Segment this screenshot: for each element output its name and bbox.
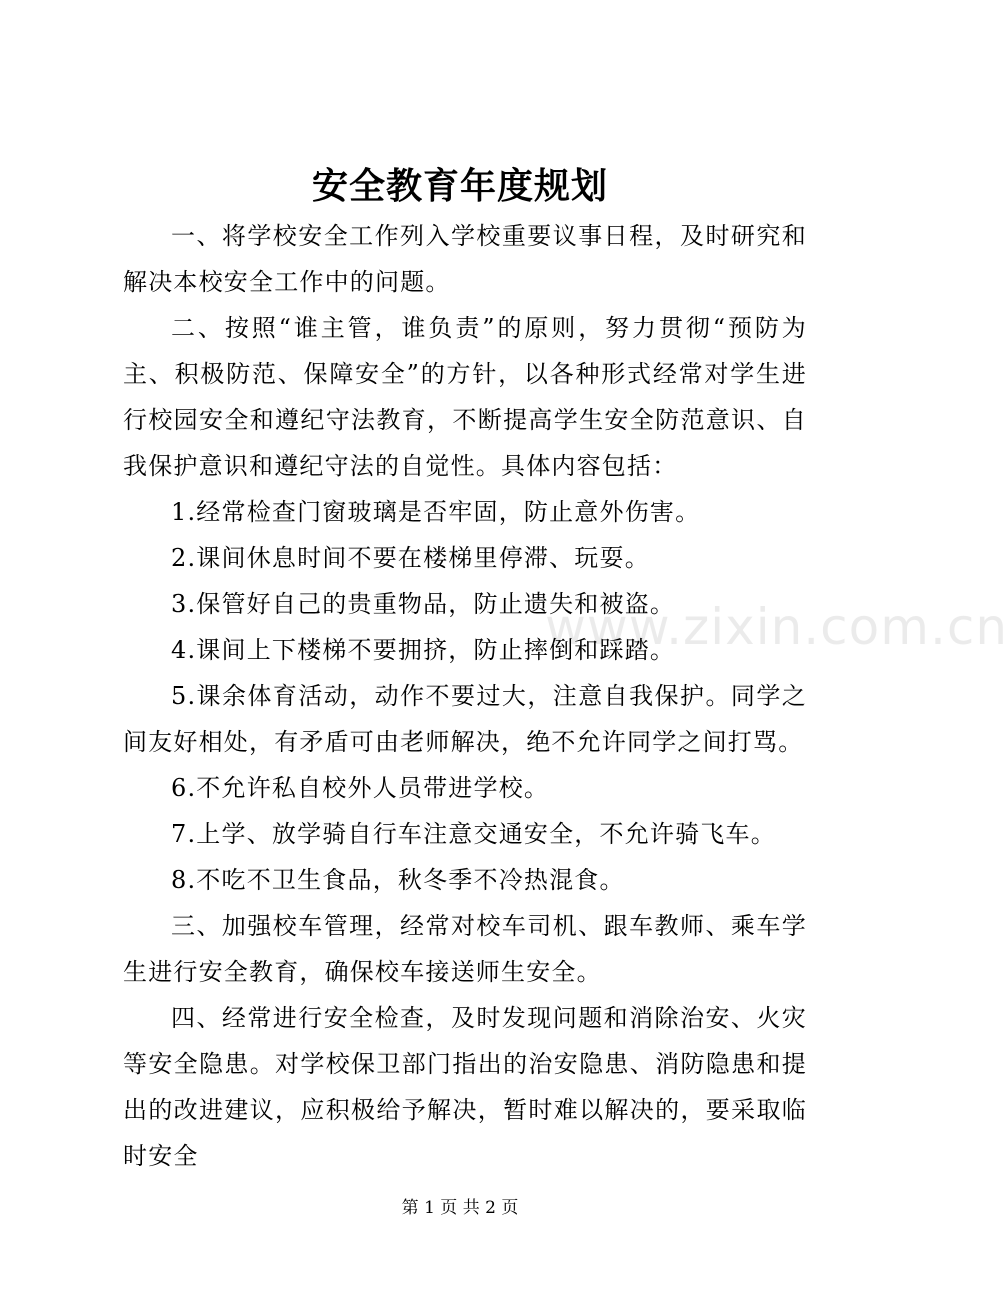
paragraph-1: 一、将学校安全工作列入学校重要议事日程，及时研究和解决本校安全工作中的问题。: [123, 222, 807, 296]
list-item-8: 8.不吃不卫生食品，秋冬季不冷热混食。: [171, 866, 625, 894]
paragraph-4: 四、经常进行安全检查，及时发现问题和消除治安、火灾等安全隐患。对学校保卫部门指出的治安隐患、消防隐患和提出的改进建议，应积极给予解决，暂时难以解决的，要采取临时安全: [123, 1004, 807, 1170]
list-item-5: 5.课余体育活动，动作不要过大，注意自我保护。同学之间友好相处，有矛盾可由老师解决，绝不允许同学之间打骂。: [123, 682, 807, 756]
list-item-1: 1.经常检查门窗玻璃是否牢固，防止意外伤害。: [171, 498, 701, 526]
list-item-7: 7.上学、放学骑自行车注意交通安全，不允许骑飞车。: [171, 820, 776, 848]
list-item-4: 4.课间上下楼梯不要拥挤，防止摔倒和踩踏。: [171, 636, 676, 664]
list-item-2: 2.课间休息时间不要在楼梯里停滞、玩耍。: [171, 544, 650, 572]
page-footer: 第 1 页 共 2 页: [401, 1198, 519, 1218]
list-item-3: 3.保管好自己的贵重物品，防止遗失和被盗。: [171, 590, 676, 618]
page-title: 安全教育年度规划: [311, 165, 608, 207]
paragraph-3: 三、加强校车管理，经常对校车司机、跟车教师、乘车学生进行安全教育，确保校车接送师生安全。: [123, 912, 807, 986]
paragraph-2: 二、按照“谁主管，谁负责”的原则，努力贯彻“预防为主、积极防范、保障安全”的方针，以各种形式经常对学生进行校园安全和遵纪守法教育，不断提高学生安全防范意识、自我保护意识和遵纪守法的自觉性。具体内容包括：: [123, 314, 807, 480]
list-item-6: 6.不允许私自校外人员带进学校。: [171, 774, 550, 802]
document-body: [123, 213, 807, 1179]
watermark: www.zixin.com.cn: [545, 598, 1008, 656]
